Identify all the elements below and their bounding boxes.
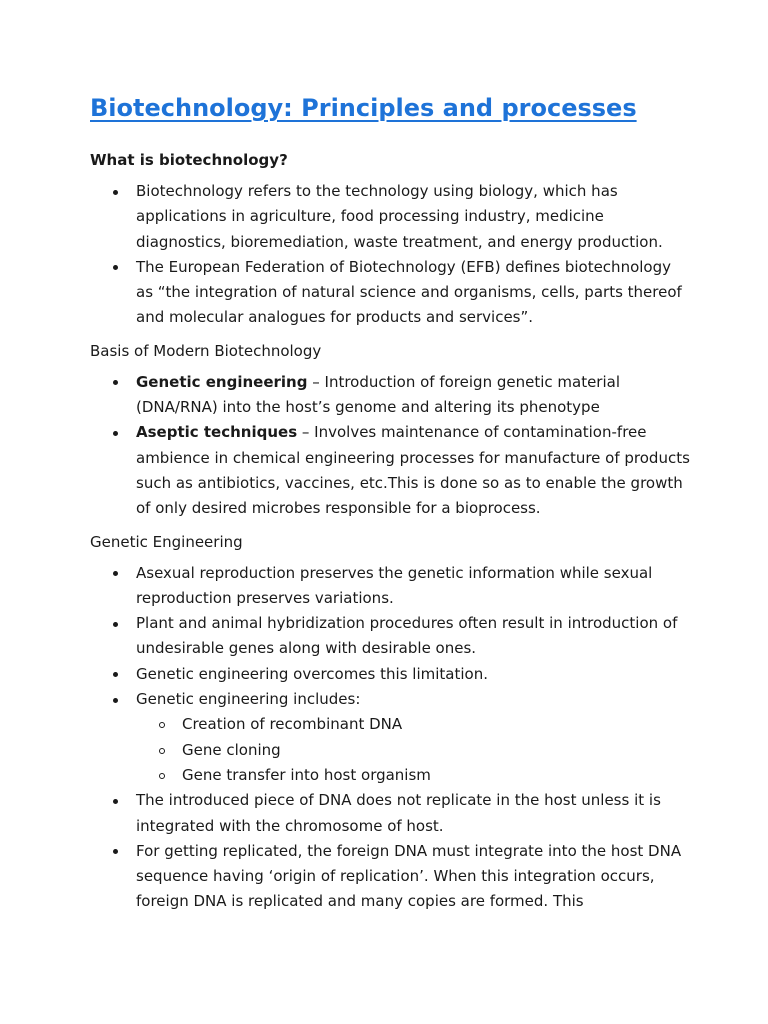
list-item-text: Biotechnology refers to the technology using biology, which has applications in agriculture, food processing industry, medicine diagnostics, bioremediation, waste treatment, and energy production. [136, 182, 663, 251]
bullet-list-basis [90, 370, 690, 522]
heading-basis-of-modern-biotechnology: Basis of Modern Biotechnology [90, 341, 322, 360]
sub-list-item [136, 712, 690, 737]
bullet-dot-icon [113, 380, 118, 385]
list-item [90, 788, 690, 839]
list-item-text: Asexual reproduction preserves the genetic information while sexual reproduction preserves variations. [136, 563, 653, 607]
list-item [90, 662, 690, 687]
sub-list-item-text: Gene cloning [182, 740, 281, 759]
document-title[interactable]: Biotechnology: Principles and processes [90, 94, 637, 122]
list-item [90, 420, 690, 521]
heading-what-is-biotechnology: What is biotechnology? [90, 151, 288, 169]
list-item [90, 370, 690, 421]
list-item-text: – Introduction of foreign genetic material (DNA/RNA) into the host’s genome and altering its phenotype [136, 372, 620, 417]
list-item [90, 561, 690, 612]
list-item-text: For getting replicated, the foreign DNA must integrate into the host DNA sequence having ‘origin of replication’. When this integration occurs, foreign DNA is replicated and many copies are formed. This [136, 841, 682, 911]
heading-genetic-engineering: Genetic Engineering [90, 532, 243, 551]
list-item [90, 839, 690, 915]
list-item-text: Genetic engineering includes: [136, 690, 361, 709]
sub-bullet-list [136, 712, 690, 788]
bullet-list-genetic-engineering [90, 561, 690, 915]
sub-list-item-text: Gene transfer into host organism [182, 765, 431, 784]
list-item-text: The European Federation of Biotechnology (EFB) defines biotechnology as “the integration of natural science and organisms, cells, parts thereof and molecular analogues for products and services”. [136, 257, 682, 327]
term-aseptic-techniques: Aseptic techniques [136, 423, 298, 442]
hollow-bullet-icon [159, 722, 165, 728]
bullet-dot-icon [113, 265, 118, 270]
bullet-dot-icon [113, 799, 118, 804]
bullet-dot-icon [113, 190, 118, 195]
hollow-bullet-icon [159, 773, 165, 779]
list-item-text: Genetic engineering overcomes this limitation. [136, 664, 488, 683]
bullet-dot-icon [113, 431, 118, 436]
sub-list-item [136, 738, 690, 763]
bullet-dot-icon [113, 571, 118, 576]
list-item [90, 255, 690, 331]
list-item [90, 179, 690, 255]
term-genetic-engineering: Genetic engineering [136, 372, 308, 391]
hollow-bullet-icon [159, 748, 165, 754]
document-page [90, 78, 690, 915]
bullet-dot-icon [113, 698, 118, 703]
bullet-dot-icon [113, 622, 118, 627]
list-item [90, 611, 690, 662]
list-item-text: – Involves maintenance of contamination-free ambience in chemical engineering processes for manufacture of products such as antibiotics, vaccines, etc.This is done so as to enable the growth of only desired microbes responsible for a bioprocess. [136, 423, 690, 518]
list-item-text: The introduced piece of DNA does not replicate in the host unless it is integrated with the chromosome of host. [136, 791, 661, 835]
list-item [90, 687, 690, 788]
bullet-dot-icon [113, 849, 118, 854]
list-item-text: Plant and animal hybridization procedures often result in introduction of undesirable genes along with desirable ones. [136, 614, 678, 658]
sub-list-item [136, 763, 690, 788]
sub-list-item-text: Creation of recombinant DNA [182, 715, 403, 734]
bullet-list-what-is-biotechnology [90, 179, 690, 331]
bullet-dot-icon [113, 672, 118, 677]
